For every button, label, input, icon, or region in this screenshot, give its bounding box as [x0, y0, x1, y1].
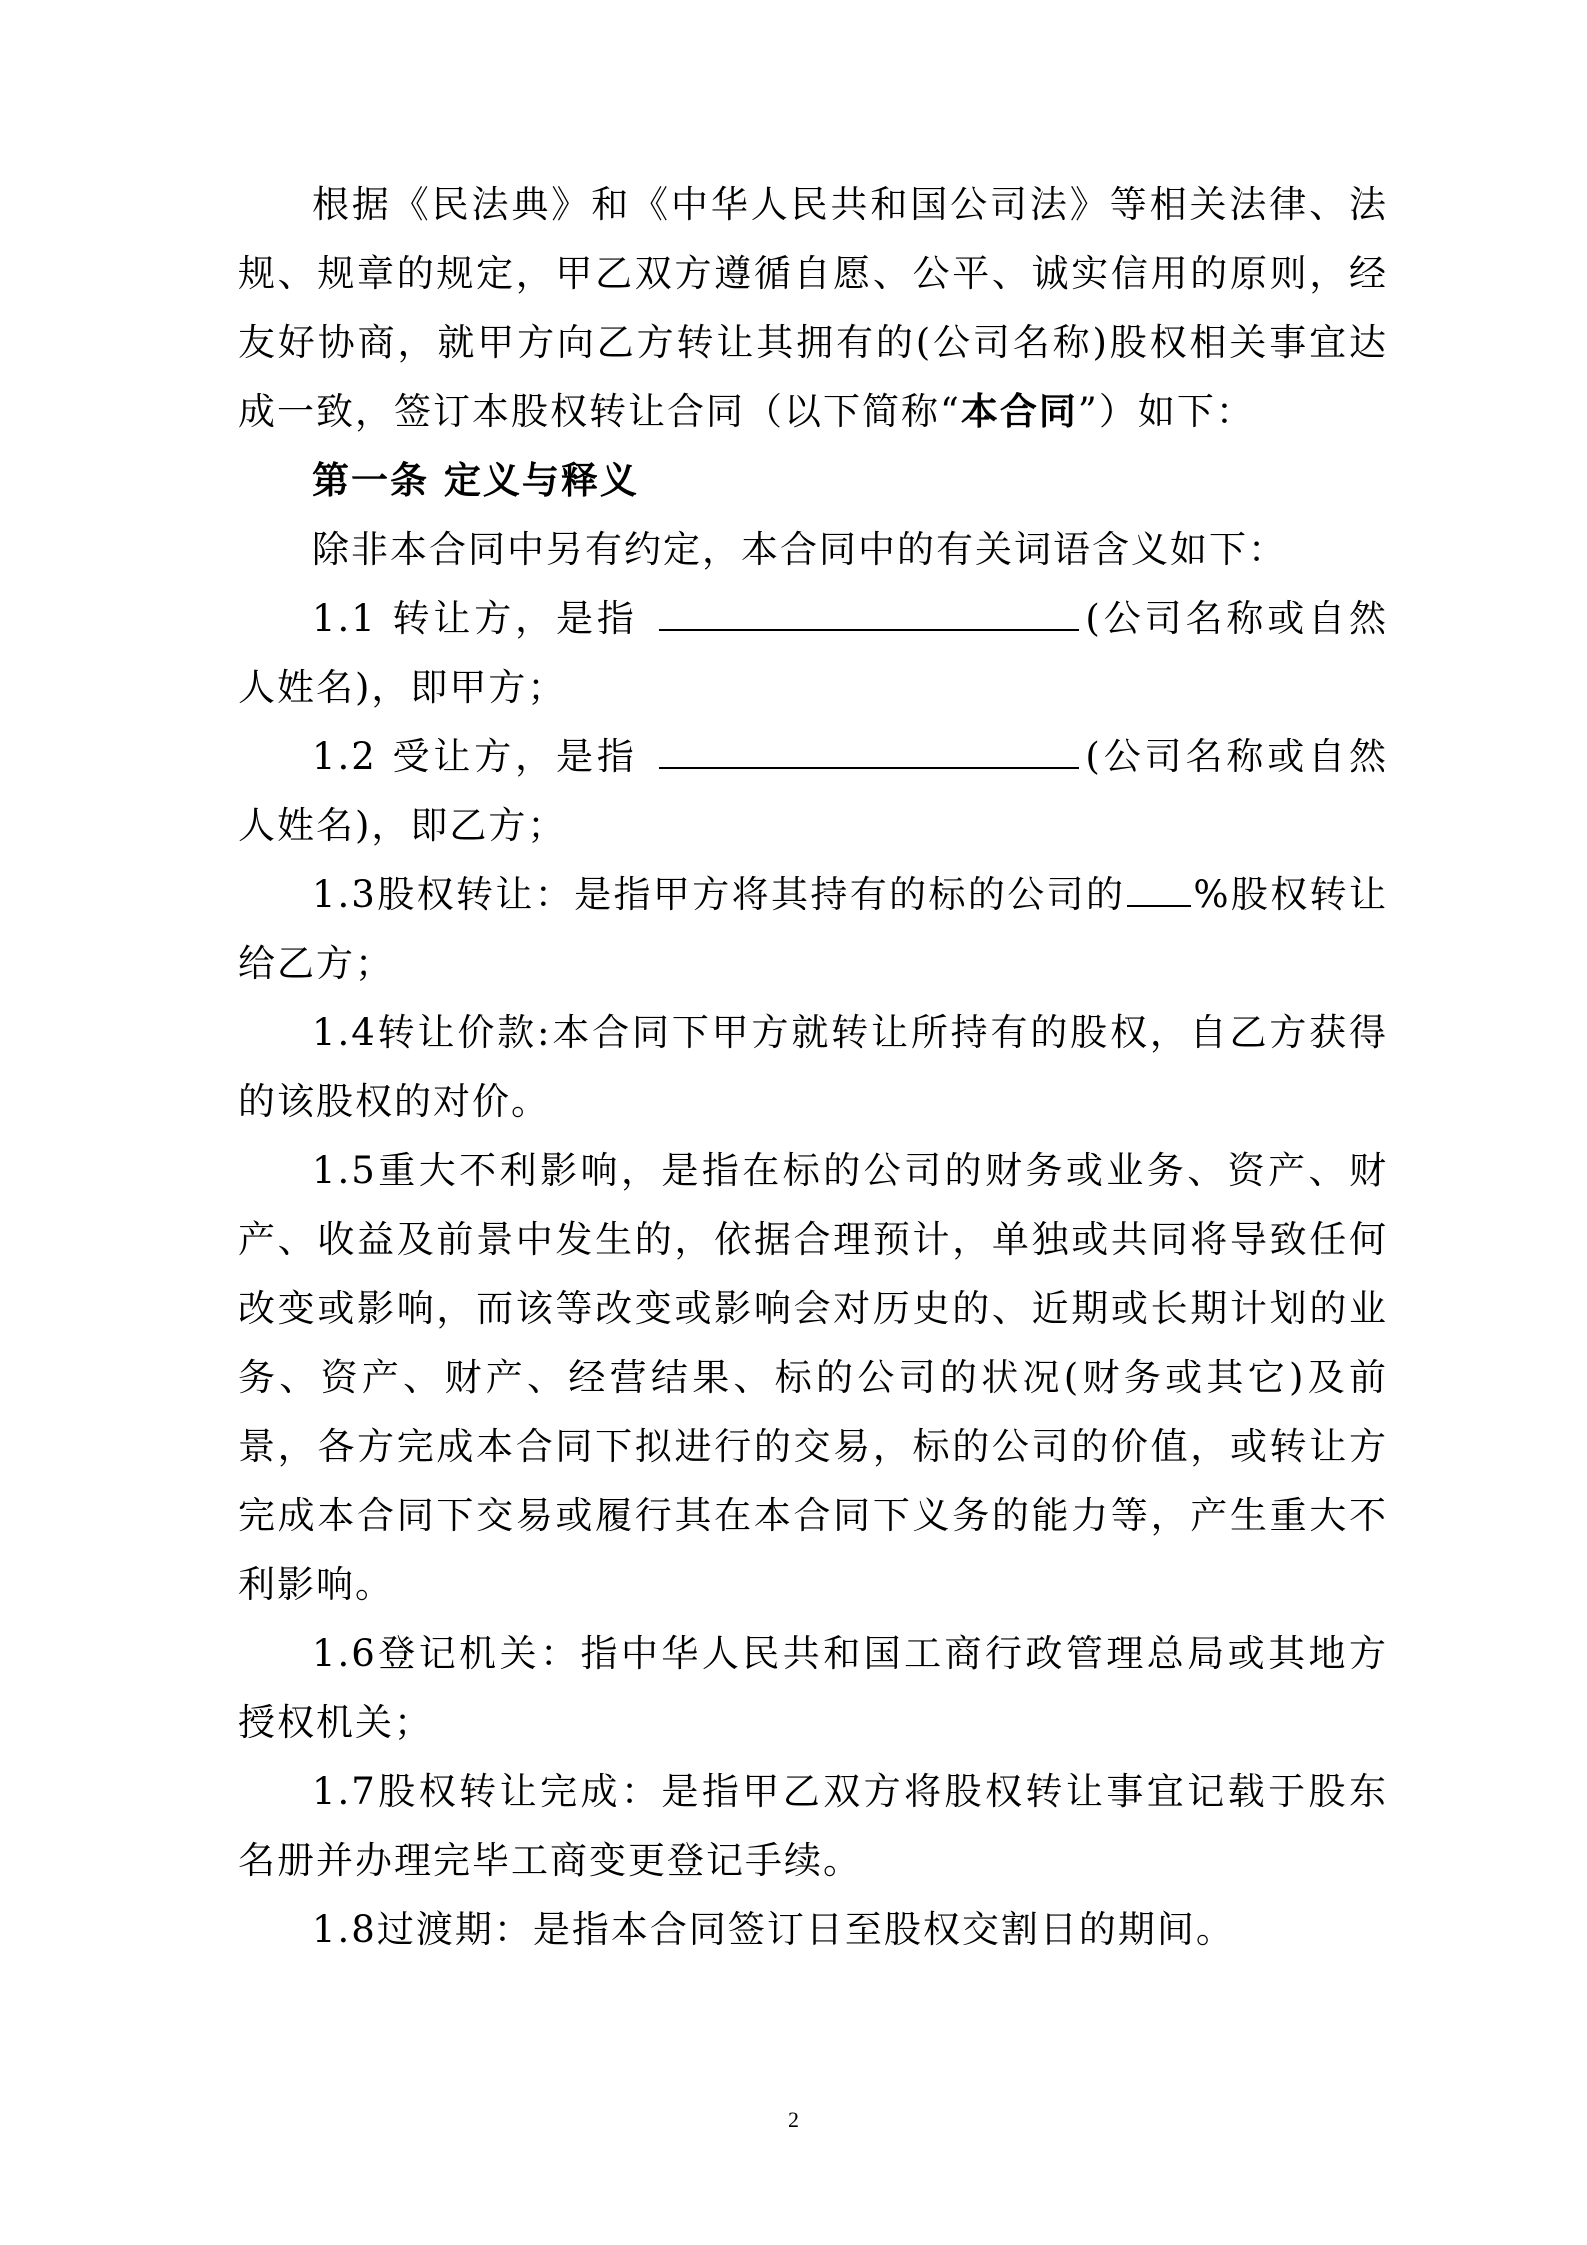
- contract-body: [238, 170, 1388, 1964]
- definition-text: (公司名称或自然人姓名)，即甲方；: [238, 597, 1388, 709]
- article-heading: 第一条 定义与释义: [312, 459, 639, 502]
- intro-text-before: 根据《民法典》和《中华人民共和国公司法》等相关法律、法规、规章的规定，甲乙双方遵循自愿、公平、诚实信用的原则，经友好协商，就甲方向乙方转让其拥有的(公司名称)股权相关事宜达成一致，签订本股权转让合同（以下简称“: [238, 183, 1388, 433]
- definition-item-1-8: 1.8过渡期：是指本合同签订日至股权交割日的期间。: [312, 1908, 1235, 1951]
- intro-bold-term: 本合同: [960, 390, 1078, 433]
- definition-item-1-7: 1.7股权转让完成：是指甲乙双方将股权转让事宜记载于股东名册并办理完毕工商变更登记手续。: [238, 1770, 1388, 1882]
- intro-paragraph: [238, 170, 1388, 446]
- intro-text-after: ”）如下：: [1077, 390, 1255, 433]
- page-number: 2: [788, 2107, 799, 2132]
- fill-in-blank-transferor[interactable]: [659, 596, 1079, 631]
- definition-item-1-4: 1.4转让价款:本合同下甲方就转让所持有的股权，自乙方获得的该股权的对价。: [238, 1011, 1388, 1123]
- definition-text: %股权转让给乙方；: [238, 873, 1388, 985]
- definition-item-1-3: [238, 860, 1388, 998]
- definition-text: (公司名称或自然人姓名)，即乙方；: [238, 735, 1388, 847]
- definition-item-1-5: 1.5重大不利影响，是指在标的公司的财务或业务、资产、财产、收益及前景中发生的，依据合理预计，单独或共同将导致任何改变或影响，而该等改变或影响会对历史的、近期或长期计划的业务、资产、财产、经营结果、标的公司的状况(财务或其它)及前景，各方完成本合同下拟进行的交易，标的公司的价值，或转让方完成本合同下交易或履行其在本合同下义务的能力等，产生重大不利影响。: [238, 1149, 1388, 1606]
- definition-item-1-2: [238, 722, 1388, 860]
- article-lead: 除非本合同中另有约定，本合同中的有关词语含义如下：: [312, 528, 1287, 571]
- fill-in-blank-percentage[interactable]: [1127, 872, 1191, 907]
- definition-text: 1.2 受让方，是指: [312, 735, 654, 778]
- definition-item-1-6: 1.6登记机关：指中华人民共和国工商行政管理总局或其地方授权机关；: [238, 1632, 1388, 1744]
- definition-text: 1.3股权转让：是指甲方将其持有的标的公司的: [312, 873, 1126, 916]
- fill-in-blank-transferee[interactable]: [659, 734, 1079, 769]
- definition-item-1-1: [238, 584, 1388, 722]
- definition-text: 1.1 转让方，是指: [312, 597, 654, 640]
